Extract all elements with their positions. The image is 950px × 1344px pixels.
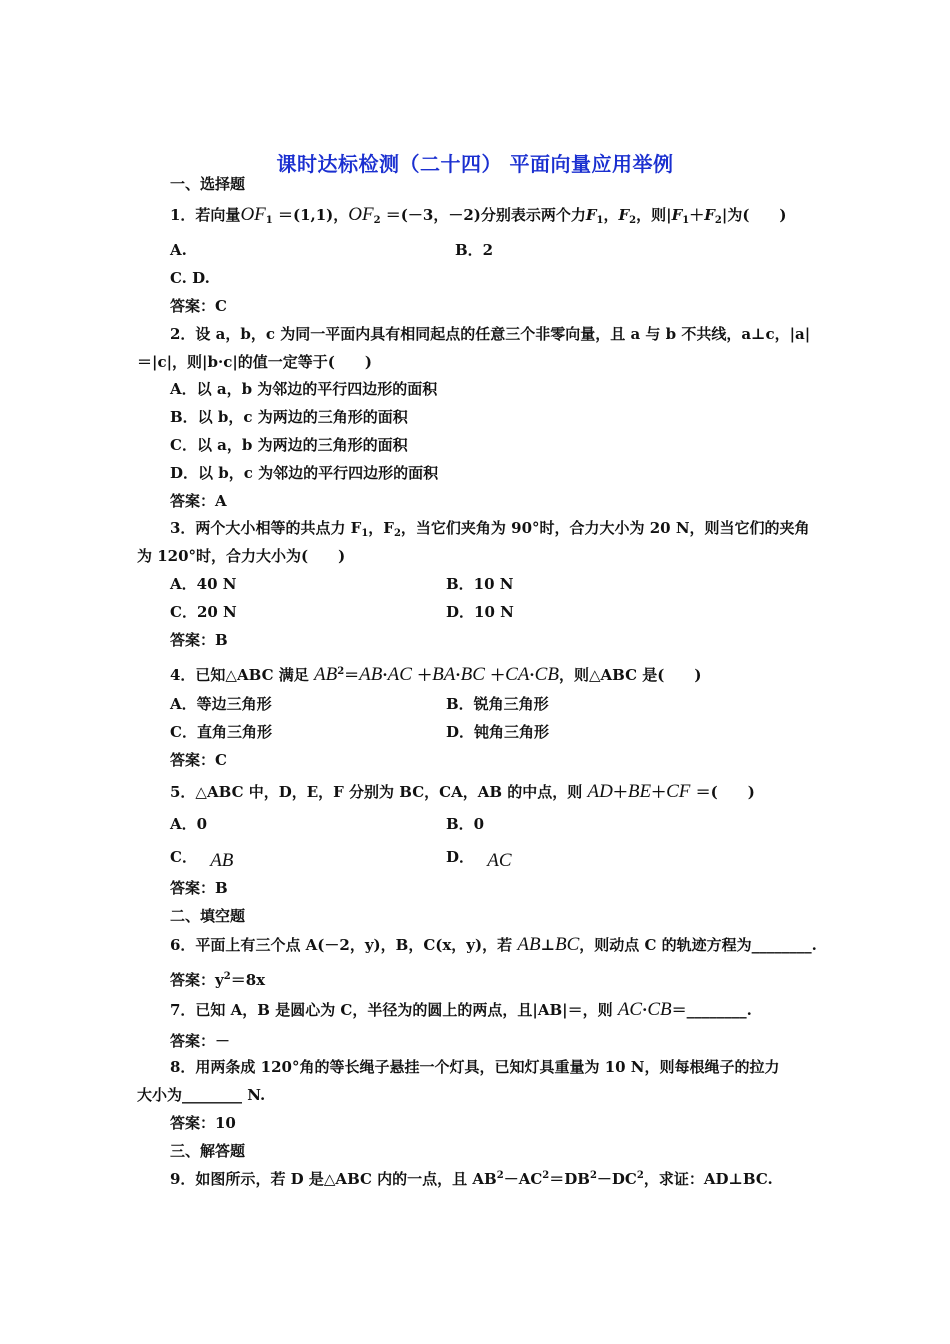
q3-option-d: D．10 N (446, 603, 514, 621)
q1-vector-of1: OF (240, 204, 266, 225)
q6-text: ⊥ (540, 936, 555, 954)
q9-superscript: 2 (636, 1170, 644, 1181)
q1-answer: 答案：C (170, 297, 227, 315)
question-5 (170, 782, 755, 802)
q2-answer: 答案：A (170, 492, 227, 510)
q3-option-b: B．10 N (446, 575, 514, 593)
q4-vector: AC (387, 664, 412, 685)
section-heading-solve: 三、解答题 (170, 1142, 246, 1160)
q4-dot: · (382, 666, 388, 684)
q6-superscript: 2 (223, 971, 231, 982)
q3-option-c: C．20 N (170, 603, 237, 621)
question-2-line2: ＝|c|，则|b·c|的值一定等于( ) (137, 353, 372, 371)
q8-answer: 答案：10 (170, 1114, 236, 1132)
q5-option-a: A．0 (170, 815, 208, 833)
question-4 (170, 662, 701, 685)
question-8-line2: 大小为________ N. (137, 1086, 266, 1104)
q6-answer (170, 967, 265, 990)
q1-subscript: 2 (714, 215, 722, 226)
q2-option-d: D．以 b，c 为邻边的平行四边形的面积 (170, 464, 439, 482)
q5-text: 5．△ABC 中，D，E，F 分别为 BC，CA，AB 的中点，则 (170, 783, 583, 801)
q7-dot: · (642, 1001, 648, 1019)
q9-superscript: 2 (496, 1170, 504, 1181)
q4-superscript: 2 (337, 666, 345, 677)
q9-superscript: 2 (589, 1170, 597, 1181)
question-3-line2: 为 120°时，合力大小为( ) (137, 547, 346, 565)
q7-text: ＝________. (671, 1001, 752, 1019)
q4-option-b: B．锐角三角形 (446, 695, 549, 713)
q4-vector: CA (505, 664, 530, 685)
q5-option-c-vector: AB (210, 850, 234, 871)
q1-symbol: F (618, 206, 630, 224)
q3-option-a: A．40 N (170, 575, 237, 593)
q1-text: ＋ (689, 206, 705, 224)
q2-option-a: A．以 a，b 为邻边的平行四边形的面积 (170, 380, 438, 398)
q1-symbol: F (671, 206, 683, 224)
q1-text: |为( ) (721, 206, 787, 224)
question-2-line1: 2．设 a，b，c 为同一平面内具有相同起点的任意三个非零向量，且 a 与 b 不共线，a⊥c，|a| (170, 325, 811, 343)
q4-vector: AB (359, 664, 383, 685)
q5-option-c (170, 847, 234, 871)
q1-text: ＝(－3，－2)分别表示两个力 (385, 206, 586, 224)
section-heading-choice: 一、选择题 (170, 175, 246, 193)
q9-text: ＝DB (549, 1170, 590, 1188)
q1-option-a: A. (170, 241, 187, 259)
q5-option-d (446, 847, 512, 871)
q5-text: ＋ (612, 783, 628, 801)
q1-subscript: 1 (596, 215, 604, 226)
q4-vector: CB (534, 664, 559, 685)
q5-vector: CF (666, 781, 691, 802)
q9-text: 9．如图所示，若 D 是△ABC 内的一点，且 AB (170, 1170, 497, 1188)
q1-option-cd: C. D. (170, 269, 210, 287)
q4-text: ＝ (344, 666, 360, 684)
q4-text: 4．已知△ABC 满足 (170, 666, 309, 684)
q2-option-b: B．以 b，c 为两边的三角形的面积 (170, 408, 408, 426)
q2-option-c: C．以 a，b 为两边的三角形的面积 (170, 436, 408, 454)
q3-text: ，当它们夹角为 90°时，合力大小为 20 N，则当它们的夹角 (400, 519, 810, 537)
q1-text: ， (603, 206, 619, 224)
q4-dot: · (455, 666, 461, 684)
question-3-line1 (170, 518, 810, 544)
q7-vector: AC (617, 999, 643, 1020)
question-8-line1: 8．用两条成 120°角的等长绳子悬挂一个灯具，已知灯具重量为 10 N，则每根绳子的拉力 (170, 1058, 780, 1076)
question-7 (170, 1000, 752, 1020)
question-1 (170, 205, 787, 231)
q5-vector: AD (587, 781, 613, 802)
q4-option-c: C．直角三角形 (170, 723, 272, 741)
q7-answer: 答案：－ (170, 1032, 231, 1050)
q3-subscript: 2 (393, 528, 401, 539)
q7-text: 7．已知 A，B 是圆心为 C，半径为的圆上的两点，且|AB|＝，则 (170, 1001, 613, 1019)
q6-text: 6．平面上有三个点 A(－2，y)，B，C(x，y)，若 (170, 936, 513, 954)
page-title: 课时达标检测（二十四） 平面向量应用举例 (276, 152, 674, 176)
q4-vector: BC (460, 664, 485, 685)
q1-text: ＝(1,1)， (277, 206, 349, 224)
q1-subscript: 1 (265, 215, 273, 226)
q5-option-d-vector: AC (487, 850, 512, 871)
q5-option-label: D． (446, 848, 475, 866)
q4-text: ，则△ABC 是( ) (558, 666, 702, 684)
q1-symbol: F (704, 206, 715, 224)
q1-text: ，则| (636, 206, 672, 224)
q1-text: 1．若向量 (170, 206, 241, 224)
q1-vector-of2: OF (348, 204, 374, 225)
q5-text: ＝( ) (695, 783, 755, 801)
q1-subscript: 1 (682, 215, 690, 226)
q4-option-d: D．钝角三角形 (446, 723, 550, 741)
question-6 (170, 935, 817, 955)
q4-vector: BA (432, 664, 456, 685)
q3-text: ，F (368, 519, 394, 537)
q4-option-a: A．等边三角形 (170, 695, 272, 713)
q1-option-b: B．2 (455, 241, 494, 259)
q7-vector: CB (647, 999, 672, 1020)
q4-dot: · (529, 666, 535, 684)
q9-superscript: 2 (542, 1170, 550, 1181)
section-heading-fill: 二、填空题 (170, 907, 246, 925)
q4-text: ＋ (417, 666, 433, 684)
q5-option-b: B．0 (446, 815, 485, 833)
q1-subscript: 2 (373, 215, 381, 226)
q6-answer-text: ＝8x (230, 971, 266, 989)
q3-answer: 答案：B (170, 631, 228, 649)
q9-text: －DC (596, 1170, 637, 1188)
q6-text: ，则动点 C 的轨迹方程为________. (579, 936, 817, 954)
q4-answer: 答案：C (170, 751, 227, 769)
q6-answer-text: 答案：y (170, 971, 224, 989)
q3-subscript: 1 (361, 528, 369, 539)
q6-vector: AB (517, 934, 541, 955)
q5-answer: 答案：B (170, 879, 228, 897)
q4-text: ＋ (490, 666, 506, 684)
q4-vector: AB (313, 664, 338, 685)
q6-vector: BC (554, 934, 580, 955)
q1-symbol: F (585, 206, 597, 224)
q1-subscript: 2 (629, 215, 637, 226)
q5-option-label: C． (170, 848, 197, 866)
q5-text: ＋ (651, 783, 667, 801)
q9-text: ，求证：AD⊥BC. (643, 1170, 773, 1188)
q5-vector: BE (627, 781, 652, 802)
q9-text: －AC (503, 1170, 543, 1188)
question-9 (170, 1166, 773, 1189)
q3-text: 3．两个大小相等的共点力 F (170, 519, 362, 537)
